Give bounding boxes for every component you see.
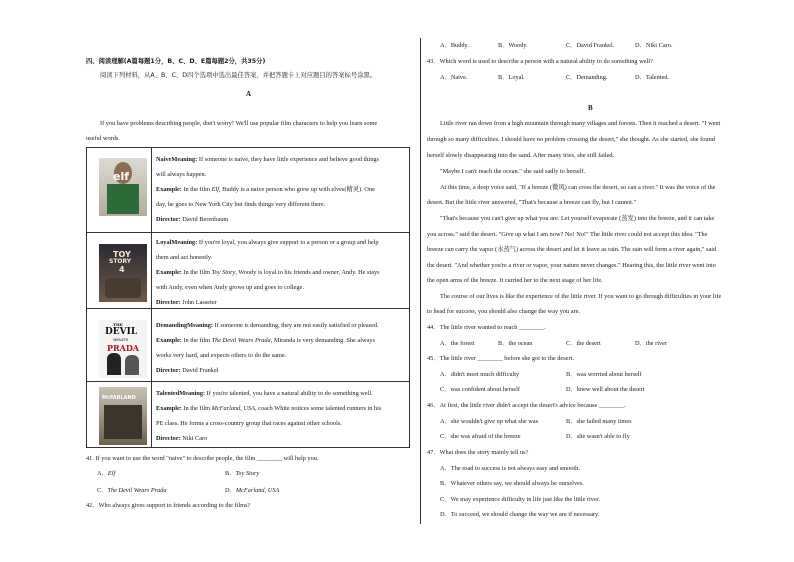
demanding-example-cont: works very hard, and expects others to do the same. [156,352,287,359]
question-43-option-c[interactable]: C．Demanding. [566,74,608,81]
passage-b-line: to head for success, you should also change the way you are. [427,308,581,315]
section-instruction: 阅读下列材料，从A、B、C、D四个选项中选出最佳答案，并把答题卡上对应题目的答案标号涂黑。 [100,72,377,79]
question-44-option-c[interactable]: C．the desert [566,340,601,347]
passage-b-line: the open arms of the breeze. It carried her to the next stage of her life. [427,277,603,284]
question-47-option-a[interactable]: A．The road to success is not always easy and smooth. [440,465,580,472]
mcfarland-usa-poster-icon: McFARLAND [99,387,147,445]
question-45-option-b[interactable]: B．was worried about herself [566,371,642,378]
passage-b-line: "That's because you can't give up what you are. Let yourself evaporate (蒸发) into the breeze, and it can take [440,215,715,222]
question-45-stem: 45．The little river ________ before she got to the desert. [427,355,574,362]
question-42-option-d[interactable]: D．Niki Caro. [635,42,673,49]
passage-b-line: you across." said the desert. "Give up what I am now? No! No!" The little river could not accept this idea. "The [427,231,708,238]
passage-b-line: At this time, a deep voice said, "If a breeze (微风) can cross the desert, so can a river." It was the voice of the [440,184,716,191]
question-41-option-a[interactable]: A．Elf [97,470,116,477]
passage-b-line: through so many difficulties. I should have no problem crossing the desert," she thought. As she started, she found [427,136,715,143]
section-heading: 四、阅读理解(A篇每题1分，B、C、D、E篇每题2分，共35分) [86,58,266,65]
passage-b-line: breeze can carry the vapor (水蒸气) across the desert and let it leave as rain. The rain will form a river again," said [427,246,717,253]
loyal-example-cont: with Andy, even when Andy grows up and goes to college. [156,284,304,291]
column-divider [420,38,421,524]
question-41-option-d[interactable]: D．McFarland, USA [225,487,280,494]
question-43-option-b[interactable]: B．Loyal. [498,74,525,81]
passage-b-line: herself slowly disappearing into the sand. After many tries, she still failed. [427,152,615,159]
naive-example-cont: day, he goes to New York City but finds things very different there. [156,201,326,208]
question-43-option-a[interactable]: A．Naive. [440,74,468,81]
table-column-divider [151,148,152,447]
question-46-option-c[interactable]: C．she was afraid of the breeze [440,433,521,440]
passage-b-line: the desert. "And whether you're a river or vapor, your nature never changes." Hearing this, the little river went into [427,262,716,269]
question-47-stem: 47．What does the story mainly tell us? [427,449,529,456]
question-43-stem: 43．Which word is used to describe a person with a natural ability to do something well? [427,58,653,65]
question-46-stem: 46．At first, the little river didn't accept the desert's advice because ________. [427,402,626,409]
demanding-example: Example: In the film The Devil Wears Prada, Miranda is very demanding. She always [156,337,375,344]
passage-a-label: A [246,90,252,98]
loyal-meaning-cont: them and act honestly. [156,254,213,261]
question-45-option-c[interactable]: C．was confident about herself [440,386,520,393]
passage-b-line: desert. But the little river answered, "That's because a breeze can fly, but I cannot." [427,199,637,206]
question-46-option-d[interactable]: D．she wasn't able to fly [566,433,630,440]
devil-wears-prada-poster-icon: THE DEVIL wears PRADA [99,320,147,378]
naive-director: Director: David Berenbaum [156,216,229,223]
question-44-option-b[interactable]: B．the ocean [498,340,533,347]
loyal-example: Example: In the film Toy Story, Woody is loyal to his friends and owner, Andy. He stays [156,269,380,276]
demanding-meaning: DemandingMeaning: If someone is demanding, they are not easily satisfied or pleased. [156,322,379,329]
naive-meaning-cont: will always happen. [156,171,207,178]
passage-b-line: The course of our lives is like the experience of the little river. If you want to go through difficulties in your life [440,293,722,300]
talented-meaning: TalentedMeaning: If you're talented, you have a natural ability to do something well. [156,390,373,397]
question-41-option-b[interactable]: B．Toy Story [225,470,260,477]
question-44-option-a[interactable]: A．the forest [440,340,475,347]
question-46-option-a[interactable]: A．she wouldn't give up what she was [440,418,539,425]
talented-director: Director: Niki Caro [156,435,208,442]
question-45-option-a[interactable]: A．didn't meet much difficulty [440,371,520,378]
elf-poster-icon: elf [99,158,147,216]
question-47-option-d[interactable]: D．To succeed, we should change the way we are if necessary. [440,511,600,518]
loyal-meaning: LoyalMeaning: If you're loyal, you always give support to a person or a group and help [156,239,379,246]
question-47-option-c[interactable]: C．We may experience difficulty in life just like the little river. [440,496,601,503]
question-43-option-d[interactable]: D．Talented. [635,74,670,81]
passage-b-label: B [588,104,593,112]
question-44-stem: 44．The little river wanted to reach ________. [427,324,546,331]
demanding-director: Director: David Frankel [156,367,219,374]
question-42-option-c[interactable]: C．David Frankel. [566,42,615,49]
passage-b-line: Little river ran down from a high mountain through many villages and forests. Then it reached a desert. "I went [440,120,721,127]
loyal-director: Director: John Lasseter [156,299,217,306]
question-45-option-d[interactable]: D．knew well about the desert [566,386,645,393]
question-44-option-d[interactable]: D．the river [635,340,667,347]
question-42-stem: 42．Who always gives support to friends according to the films? [86,502,251,509]
question-47-option-b[interactable]: B．Whatever others say, we should always be ourselves. [440,480,584,487]
question-42-option-a[interactable]: A．Buddy. [440,42,469,49]
toy-story-poster-icon: TOY STORY 4 [99,244,147,302]
naive-example: Example: In the film Elf, Buddy is a naive person who grew up with elves(精灵). One [156,186,375,193]
passage-a-intro: useful words. [86,135,120,142]
question-46-option-b[interactable]: B．she failed many times [566,418,632,425]
naive-meaning: NaiveMeaning: If someone is naive, they have little experience and believe good things [156,156,379,163]
question-41-option-c[interactable]: C．The Devil Wears Prada [97,487,167,494]
passage-a-intro: If you have problems describing people, don't worry! We'll use popular film characters to help you learn some [100,120,378,127]
question-42-option-b[interactable]: B．Woody. [498,42,528,49]
talented-example-cont: PE class. He forms a cross-country group that races against other schools. [156,420,342,427]
question-41-stem: 41. If you want to use the word "naive" to describe people, the film ________ will help you. [86,455,319,462]
talented-example: Example: In the film McFarland, USA, coach White notices some talented runners in his [156,405,382,412]
passage-b-line: "Maybe I can't reach the ocean." she said sadly to herself. [440,168,586,175]
